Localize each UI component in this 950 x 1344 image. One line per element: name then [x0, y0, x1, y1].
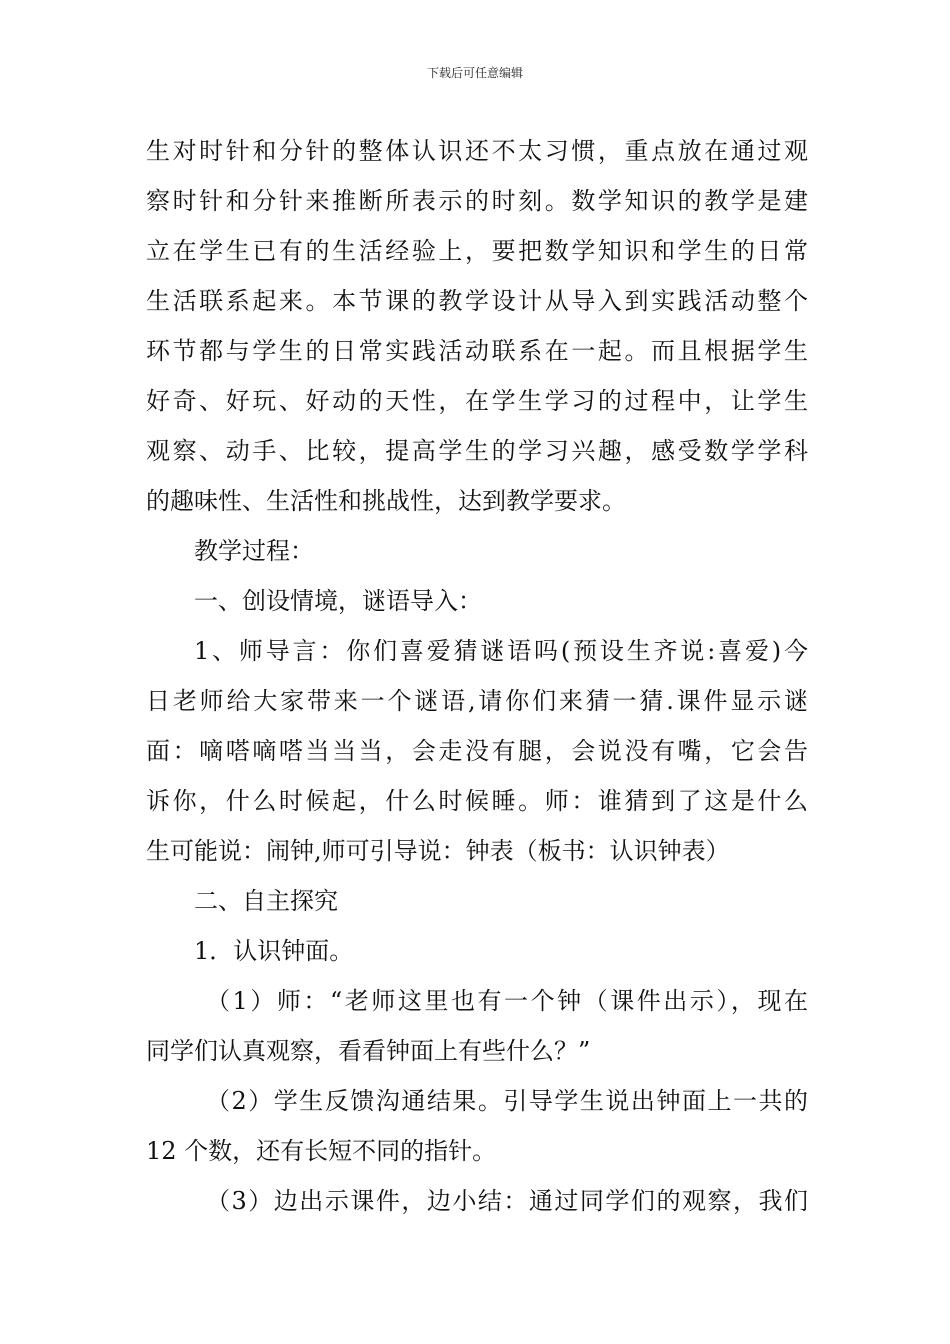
text-line: （2）学生反馈沟通结果。引导学生说出钟面上一共的: [206, 1087, 808, 1115]
text-line: 面：嘀嗒嘀嗒当当当，会走没有腿，会说没有嘴，它会告: [146, 737, 808, 765]
text-line: 诉你，什么时候起，什么时候睡。师：谁猜到了这是什么: [146, 787, 808, 815]
page-header: 下载后可任意编辑: [426, 66, 523, 80]
text-line: （1）师：“老师这里也有一个钟（课件出示），现在: [206, 987, 808, 1015]
text-line: 生活联系起来。本节课的教学设计从导入到实践活动整个: [146, 287, 808, 315]
text-line: 察时针和分针来推断所表示的时刻。数学知识的教学是建: [146, 187, 808, 215]
text-line: 教学过程：: [194, 537, 314, 565]
text-line: 二、自主探究: [194, 887, 338, 915]
text-line: 同学们认真观察，看看钟面上有些什么？”: [146, 1037, 591, 1065]
text-line: 好奇、好玩、好动的天性，在学生学习的过程中，让学生: [146, 387, 808, 415]
text-line: （3）边出示课件，边小结：通过同学们的观察，我们: [206, 1187, 808, 1215]
text-line: 12 个数，还有长短不同的指针。: [146, 1137, 497, 1165]
text-line: 一、创设情境，谜语导入：: [194, 587, 482, 615]
text-line: 生对时针和分针的整体认识还不太习惯，重点放在通过观: [146, 137, 808, 165]
text-line: 1．认识钟面。: [194, 937, 354, 965]
text-line: 观察、动手、比较，提高学生的学习兴趣，感受数学学科: [146, 437, 808, 465]
text-line: 的趣味性、生活性和挑战性，达到教学要求。: [146, 487, 626, 515]
text-line: 生可能说：闹钟,师可引导说：钟表（板书：认识钟表）: [146, 837, 730, 865]
text-line: 立在学生已有的生活经验上，要把数学知识和学生的日常: [146, 237, 808, 265]
text-line: 1、师导言：你们喜爱猜谜语吗(预设生齐说:喜爱)今: [194, 637, 808, 665]
text-line: 日老师给大家带来一个谜语,请你们来猜一猜.课件显示谜: [146, 687, 808, 715]
body-text: [146, 126, 808, 1226]
text-line: 环节都与学生的日常实践活动联系在一起。而且根据学生: [146, 337, 808, 365]
